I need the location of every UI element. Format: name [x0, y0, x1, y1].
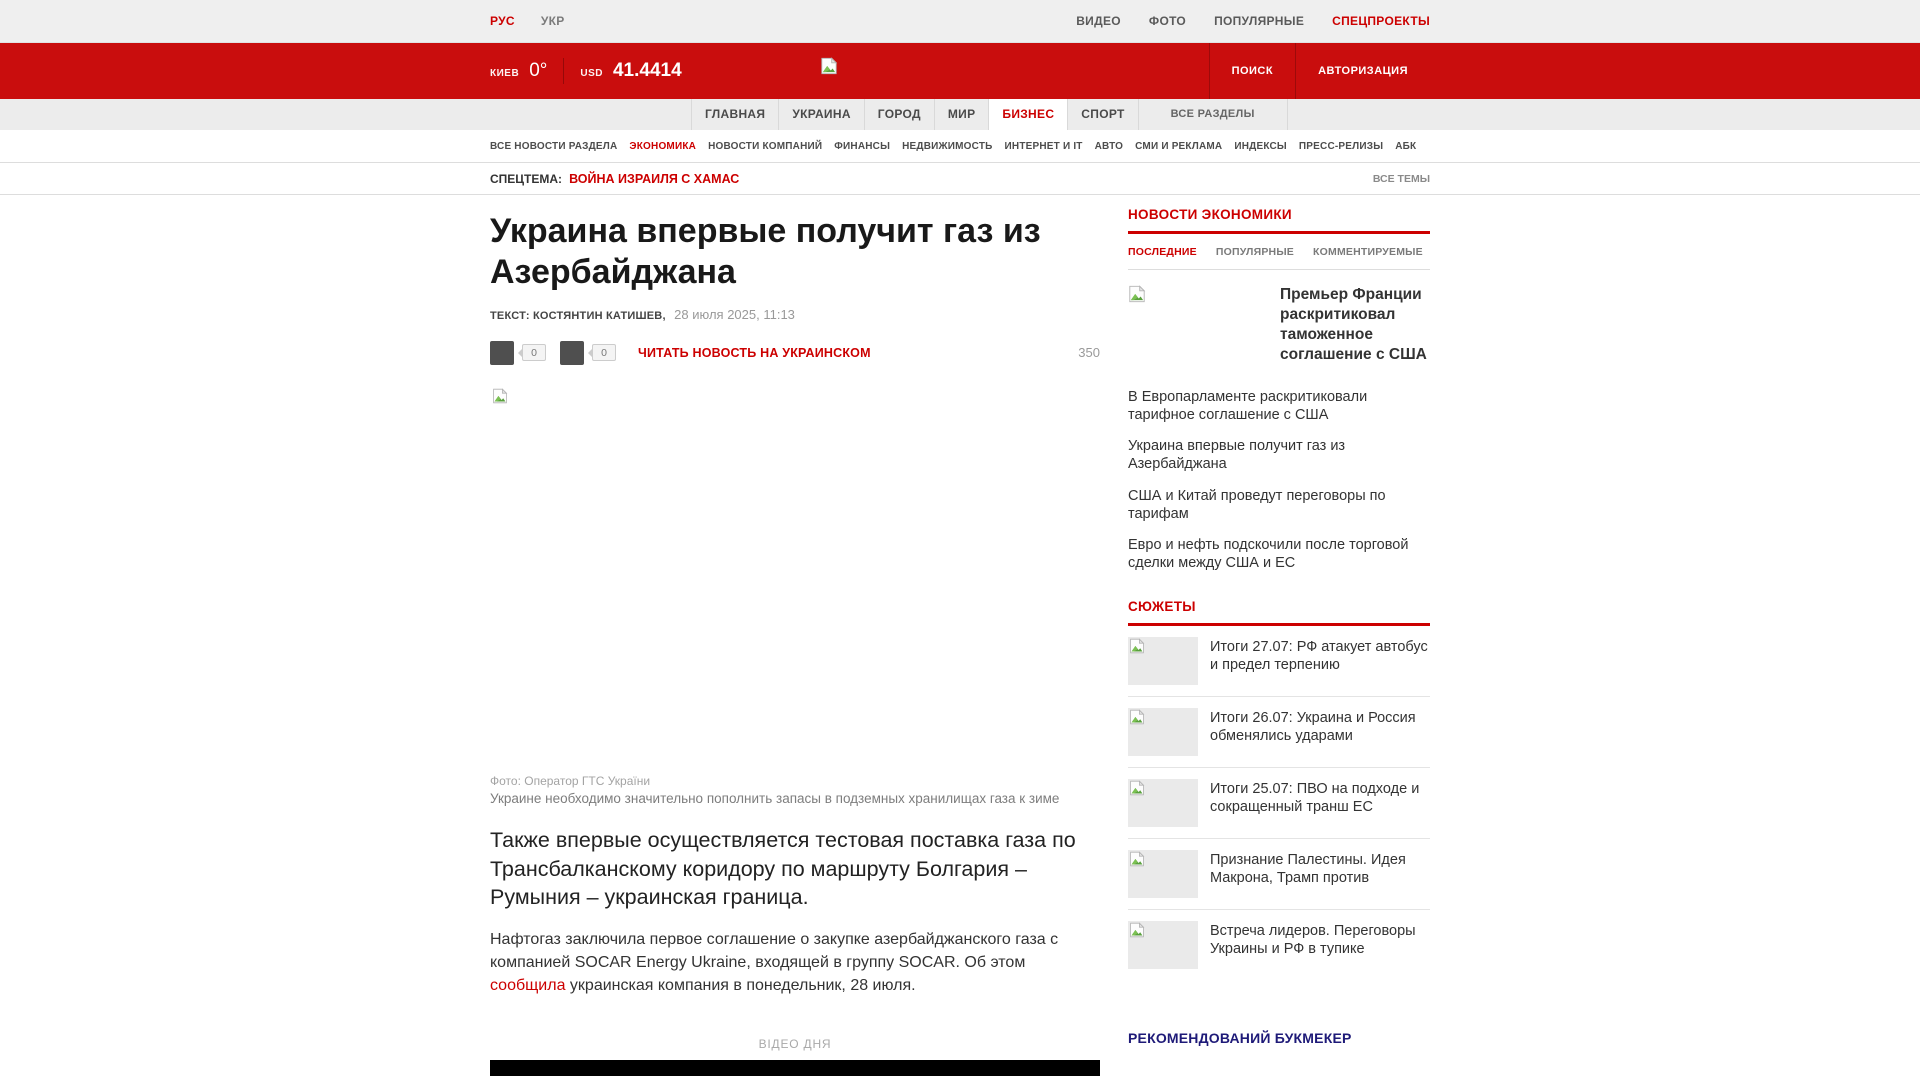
search-button[interactable]: ПОИСК [1209, 43, 1296, 99]
subject-title: Встреча лидеров. Переговоры Украины и РФ в тупике [1210, 922, 1416, 958]
subject-title: Итоги 26.07: Украина и Россия обменялись ударами [1210, 709, 1416, 745]
tab-latest[interactable]: ПОСЛЕДНИЕ [1128, 246, 1197, 258]
weather-city: КИЕВ [490, 68, 520, 79]
broken-image-icon [1129, 922, 1145, 938]
subnav-realty[interactable]: НЕДВИЖИМОСТЬ [902, 140, 993, 152]
sidebar [1128, 207, 1430, 1076]
news-list-item[interactable]: Украина впервые получит газ из Азербайджана [1128, 438, 1346, 473]
video-player[interactable] [490, 1060, 1100, 1076]
article-title: Украина впервые получит газ из Азербайджана [490, 212, 1041, 292]
nav-item-business[interactable]: БИЗНЕС [988, 99, 1067, 130]
nav-item-main[interactable]: ГЛАВНАЯ [691, 99, 778, 130]
currency-code: USD [580, 68, 603, 79]
nav-item-sport[interactable]: СПОРТ [1067, 99, 1137, 130]
share-row [490, 340, 1100, 366]
article-lead: Также впервые осуществляется тестовая поставка газа по Трансбалканскому коридору по маршруту Болгария – Румыния – украинская граница. [490, 827, 1076, 910]
share-count-2: 0 [592, 344, 616, 361]
top-link-popular[interactable]: ПОПУЛЯРНЫЕ [1214, 14, 1305, 28]
byline [490, 306, 1100, 324]
top-link-video[interactable]: ВИДЕО [1076, 14, 1121, 28]
subject-title: Признание Палестины. Идея Макрона, Трамп против [1210, 851, 1406, 887]
subject-item[interactable] [1128, 626, 1430, 697]
nav-item-city[interactable]: ГОРОД [864, 99, 934, 130]
login-button[interactable]: АВТОРИЗАЦИЯ [1295, 43, 1430, 99]
subjects-list [1128, 626, 1430, 980]
currency-widget[interactable] [580, 60, 681, 82]
nav-item-world[interactable]: МИР [934, 99, 989, 130]
divider [563, 58, 564, 84]
tab-popular[interactable]: ПОПУЛЯРНЫЕ [1215, 246, 1295, 258]
site-logo[interactable] [820, 57, 838, 80]
byline-author: ТЕКСТ: КОСТЯНТИН КАТИШЕВ, [490, 309, 666, 322]
economy-news-list [1128, 388, 1430, 573]
all-topics-link[interactable]: ВСЕ ТЕМЫ [1372, 172, 1430, 185]
subnav-indexes[interactable]: ИНДЕКСЫ [1234, 140, 1287, 152]
body-text-part1: Нафтогаз заключила первое соглашение о закупке азербайджанского газа с компанией SOCAR Energy Ukraine, входящей в группу SOCAR. Об этом [490, 930, 1059, 971]
article-column [490, 207, 1100, 1076]
currency-rate: 41.4414 [612, 60, 682, 81]
share-count-1: 0 [522, 344, 546, 361]
economy-news-header[interactable]: НОВОСТИ ЭКОНОМИКИ [1128, 207, 1430, 234]
share-button-1[interactable] [490, 341, 514, 365]
subjects-header[interactable]: СЮЖЕТЫ [1128, 599, 1430, 626]
subnav-auto[interactable]: АВТО [1094, 140, 1124, 152]
top-utility-bar [0, 0, 1920, 43]
subject-item[interactable] [1128, 839, 1430, 910]
section-subnav [0, 130, 1920, 163]
subnav-economy[interactable]: ЭКОНОМИКА [629, 140, 697, 152]
subnav-all-news[interactable]: ВСЕ НОВОСТИ РАЗДЕЛА [490, 140, 618, 152]
featured-thumb [1128, 285, 1280, 366]
subnav-companies[interactable]: НОВОСТИ КОМПАНИЙ [708, 140, 823, 152]
subnav-media[interactable]: СМИ И РЕКЛАМА [1135, 140, 1223, 152]
lang-ukr[interactable]: УКР [540, 14, 565, 28]
subnav-finance[interactable]: ФИНАНСЫ [834, 140, 891, 152]
language-switcher [490, 14, 565, 28]
broken-image-icon [1129, 780, 1145, 796]
body-source-link[interactable]: сообщила [490, 977, 566, 995]
body-text-part2: украинская компания в понедельник, 28 июля. [565, 977, 916, 995]
top-link-photo[interactable]: ФОТО [1148, 14, 1187, 28]
nav-item-all-sections[interactable]: ВСЕ РАЗДЕЛЫ [1138, 99, 1288, 130]
broken-image-icon [1128, 285, 1146, 303]
weather-widget[interactable] [490, 60, 547, 82]
subject-title: Итоги 27.07: РФ атакует автобус и предел терпению [1210, 638, 1428, 674]
view-count: 350 [1078, 345, 1100, 361]
site-header [0, 43, 1920, 99]
byline-date: 28 июля 2025, 11:13 [674, 306, 795, 322]
subject-item[interactable] [1128, 768, 1430, 839]
featured-title: Премьер Франции раскритиковал таможенное соглашение с США [1280, 286, 1427, 364]
special-topic-bar [0, 163, 1920, 195]
featured-news-item[interactable] [1128, 285, 1430, 366]
sidebar-tabs [1128, 246, 1430, 270]
top-links [1076, 14, 1430, 28]
spectema-topic-link[interactable]: ВОЙНА ИЗРАИЛЯ С ХАМАС [569, 171, 740, 186]
subject-thumb [1128, 708, 1198, 756]
article-image-placeholder [490, 386, 1100, 768]
video-of-day-label: ВІДЕО ДНЯ [758, 1037, 832, 1052]
broken-image-icon [492, 388, 508, 404]
broken-image-icon [1129, 851, 1145, 867]
subject-thumb [1128, 779, 1198, 827]
photo-caption: Украине необходимо значительно пополнить запасы в подземных хранилищах газа к зиме [490, 790, 1060, 806]
subject-title: Итоги 25.07: ПВО на подходе и сокращенный транш ЕС [1210, 780, 1420, 816]
news-list-item[interactable]: Евро и нефть подскочили после торговой сделки между США и ЕС [1128, 537, 1409, 572]
broken-image-icon [1129, 709, 1145, 725]
news-list-item[interactable]: США и Китай проведут переговоры по тарифам [1128, 487, 1386, 522]
broken-image-icon [820, 57, 838, 75]
subject-item[interactable] [1128, 910, 1430, 980]
spectema-label: СПЕЦТЕМА: [490, 171, 563, 186]
subnav-internet-it[interactable]: ИНТЕРНЕТ И IT [1004, 140, 1083, 152]
tab-commented[interactable]: КОММЕНТИРУЕМЫЕ [1313, 246, 1423, 258]
read-in-ukrainian-link[interactable]: ЧИТАТЬ НОВОСТЬ НА УКРАИНСКОМ [638, 345, 871, 360]
weather-temp: 0° [529, 60, 548, 81]
subject-item[interactable] [1128, 697, 1430, 768]
news-list-item[interactable]: В Европарламенте раскритиковали тарифное соглашение с США [1128, 388, 1368, 423]
share-button-2[interactable] [560, 341, 584, 365]
top-link-specprojects[interactable]: СПЕЦПРОЕКТЫ [1332, 14, 1430, 28]
subject-thumb [1128, 921, 1198, 969]
subnav-abc[interactable]: АБК [1395, 140, 1417, 152]
subject-thumb [1128, 850, 1198, 898]
subject-thumb [1128, 637, 1198, 685]
subnav-press-releases[interactable]: ПРЕСС-РЕЛИЗЫ [1298, 140, 1384, 152]
lang-rus[interactable]: РУС [490, 14, 515, 28]
article-body [490, 928, 1100, 998]
photo-credit: Фото: Оператор ГТС України [490, 773, 651, 788]
broken-image-icon [1129, 638, 1145, 654]
nav-item-ukraine[interactable]: УКРАИНА [778, 99, 863, 130]
main-nav [0, 99, 1920, 130]
recommended-bookmaker-link[interactable]: РЕКОМЕНДОВАНИЙ БУКМЕКЕР [1128, 1029, 1352, 1046]
